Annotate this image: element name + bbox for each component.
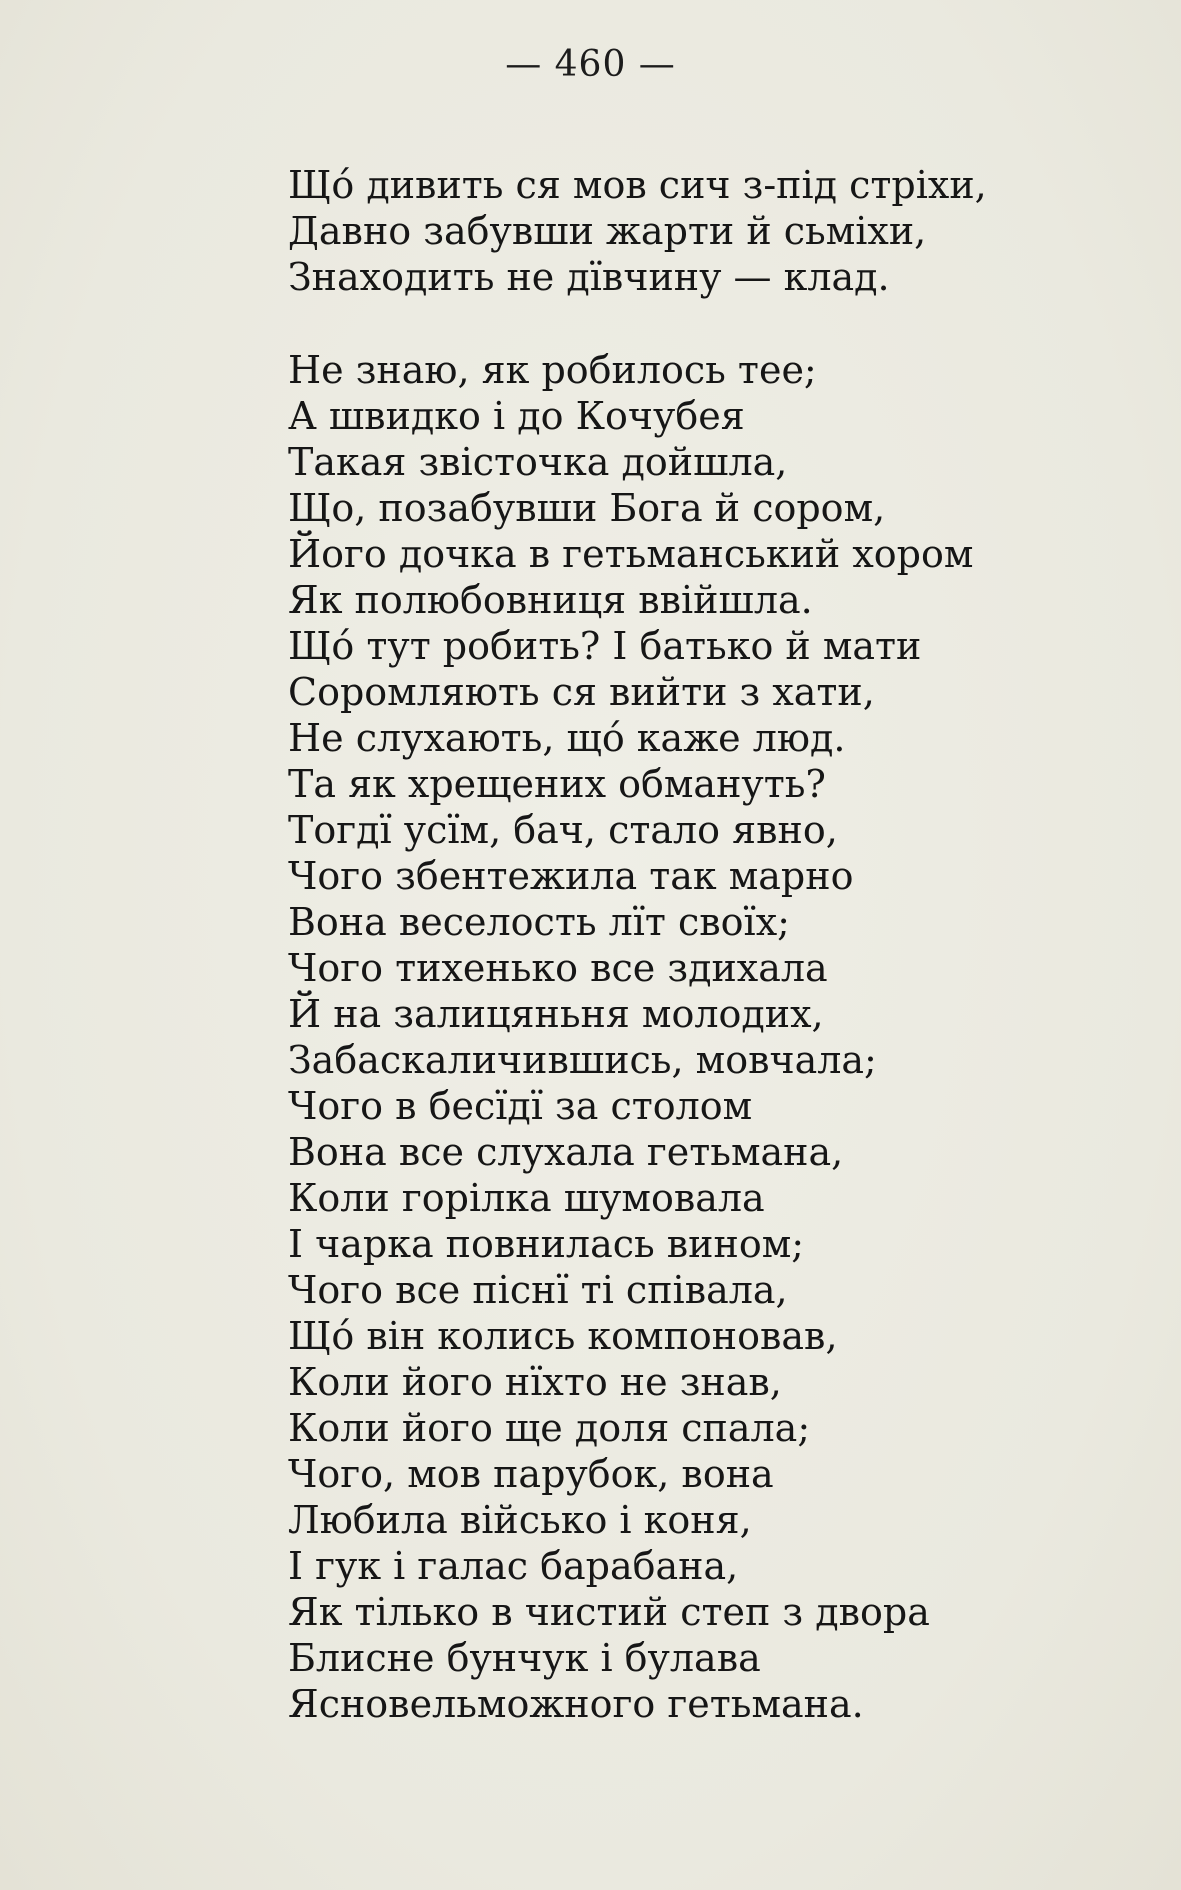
page-number: — 460 — — [505, 44, 676, 85]
poem-text — [288, 162, 1148, 1727]
poem-line: Щó тут робить? І батько й мати — [288, 624, 922, 668]
poem-line: Чого збентежила так марно — [288, 854, 854, 898]
poem-line: Не знаю, як робилось тее; — [288, 348, 817, 392]
poem-line: Соромляють ся вийти з хати, — [288, 670, 875, 714]
poem-line: Ясновельможного гетьмана. — [288, 1682, 864, 1726]
poem-line: І чарка повнилась вином; — [288, 1222, 805, 1266]
poem-line: Любила військо і коня, — [288, 1498, 752, 1542]
poem-line: Блисне бунчук і булава — [288, 1636, 761, 1680]
poem-line: Тогдї усїм, бач, стало явно, — [288, 808, 838, 852]
stanza-2 — [288, 347, 1148, 1727]
poem-line: Що, позабувши Бога й сором, — [288, 486, 886, 530]
poem-line: Щó дивить ся мов сич з-під стріхи, — [288, 163, 987, 207]
poem-line: Як тілько в чистий степ з двора — [288, 1590, 930, 1634]
poem-line: Не слухають, щó каже люд. — [288, 716, 846, 760]
poem-line: Його дочка в гетьманський хором — [288, 532, 974, 576]
poem-line: Як полюбовниця ввійшла. — [288, 578, 813, 622]
poem-line: Коли його ще доля спала; — [288, 1406, 811, 1450]
poem-line: І гук і галас барабана, — [288, 1544, 739, 1588]
poem-line: Коли його нїхто не знав, — [288, 1360, 782, 1404]
poem-line: Вона веселость лїт своїх; — [288, 900, 790, 944]
poem-line: А швидко і до Кочубея — [288, 394, 745, 438]
poem-line: Чого все піснї ті співала, — [288, 1268, 788, 1312]
poem-line: Знаходить не дївчину — клад. — [288, 255, 890, 299]
poem-line: Щó він колись компоновав, — [288, 1314, 838, 1358]
poem-line: Забаскаличившись, мовчала; — [288, 1038, 877, 1082]
poem-line: Чого тихенько все здихала — [288, 946, 828, 990]
poem-line: Чого, мов парубок, вона — [288, 1452, 774, 1496]
poem-line: Чого в бесїдї за столом — [288, 1084, 753, 1128]
stanza-1 — [288, 162, 1148, 300]
poem-line: Коли горілка шумовала — [288, 1176, 765, 1220]
poem-line: Давно забувши жарти й сьміхи, — [288, 209, 927, 253]
poem-line: Вона все слухала гетьмана, — [288, 1130, 844, 1174]
poem-line: Й на залицяньня молодих, — [288, 992, 824, 1036]
poem-line: Такая звісточка дойшла, — [288, 440, 788, 484]
poem-line: Та як хрещених обмануть? — [288, 762, 826, 806]
